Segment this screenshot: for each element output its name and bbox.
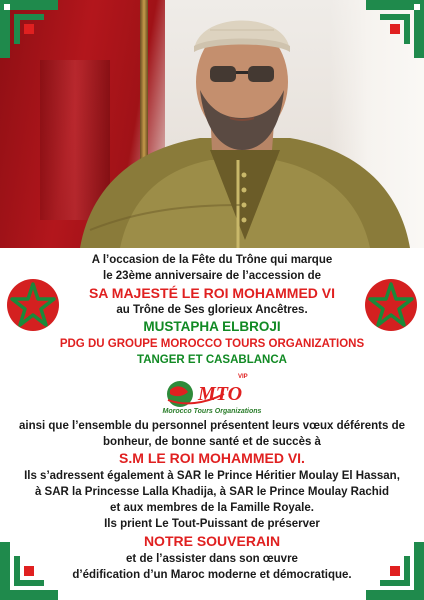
greeting-line-14: Ils prient Le Tout-Puissant de préserver [104,518,320,530]
king-title: SA MAJESTÉ LE ROI MOHAMMED VI [88,285,336,301]
corner-ornament-top-left [0,0,58,58]
sovereign-title: NOTRE SOUVERAIN [143,533,281,549]
greeting-line-13: et aux membres de la Famille Royale. [110,502,314,514]
greeting-line-16: et de l’assister dans son œuvre [126,553,298,565]
greeting-line-2: le 23ème anniversaire de l’accession de [103,270,321,282]
greeting-line-9: bonheur, de bonne santé et de succès à [103,436,321,448]
king-short-title: S.M LE ROI MOHAMMED VI. [119,450,305,466]
greeting-line-17: d’édification d’un Maroc moderne et démocratique. [72,569,352,581]
company-title: PDG DU GROUPE MOROCCO TOURS ORGANIZATIONS [59,338,365,350]
logo-tagline: Morocco Tours Organizations [162,408,262,415]
greeting-line-8: ainsi que l’ensemble du personnel présentent leurs vœux déférents de [19,420,405,432]
company-cities: TANGER ET CASABLANCA [137,354,287,366]
greeting-line-4: au Trône de Ses glorieux Ancêtres. [116,304,308,316]
logo-wordmark: MTO [198,383,243,405]
ceo-name: MUSTAPHA ELBROJI [143,319,281,334]
greeting-line-1: A l’occasion de la Fête du Trône qui marque [91,254,333,266]
king-portrait-photo [0,0,424,248]
corner-ornament-top-right [366,0,424,58]
greeting-line-11: Ils s’adressent également à SAR le Prince Héritier Moulay El Hassan, [24,470,400,482]
greeting-line-12: à SAR la Princesse Lalla Khadija, à SAR le Prince Moulay Rachid [34,486,390,498]
logo-badge: VIP [238,374,248,380]
